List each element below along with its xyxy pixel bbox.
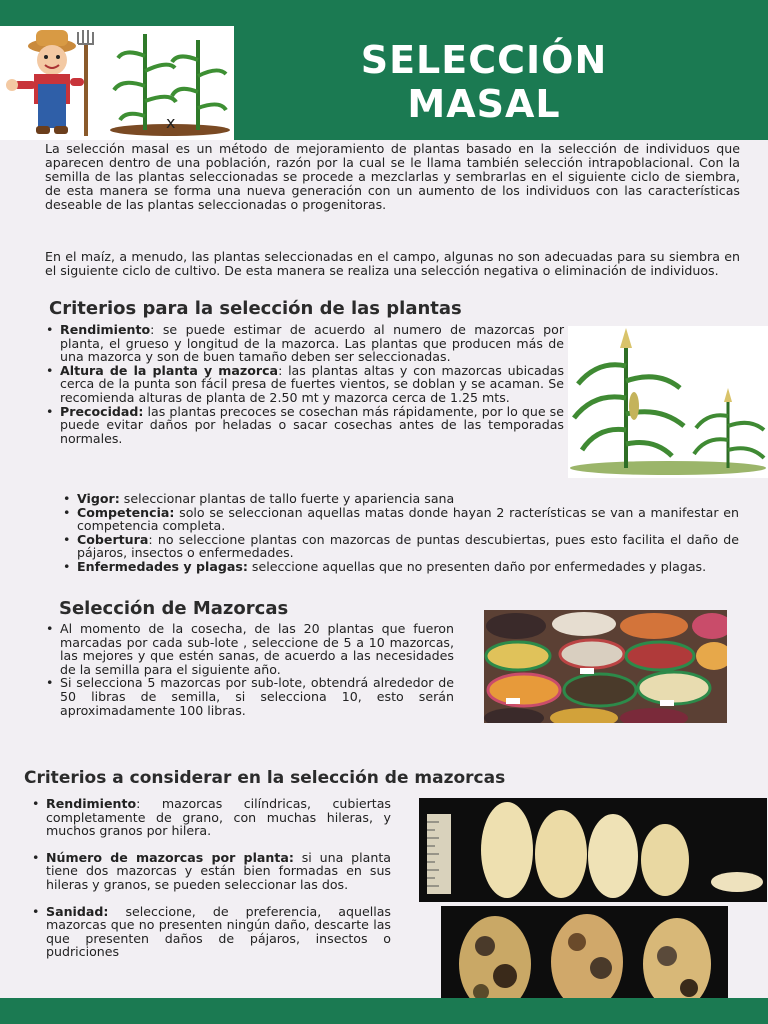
- corn-ears-icon: [419, 798, 767, 902]
- seleccion-mazorcas-list: [44, 622, 454, 717]
- corn-plant-icon: [110, 34, 230, 136]
- list-item: • Rendimiento: mazorcas cilíndricas, cubiertas completamente de grano, con muchas hileras, y muchos granos por hilera.: [30, 797, 391, 838]
- section-heading-criterios-mazorcas: Criterios a considerar en la selección de mazorcas: [24, 768, 506, 788]
- header-band: [0, 0, 768, 140]
- intro-paragraph-2: En el maíz, a menudo, las plantas seleccionadas en el campo, algunas no son adecuadas para su siembra en el siguiente ciclo de cultivo. De esta manera se realiza una selección negativa o eliminación de individuos.: [45, 249, 740, 278]
- list-item: • Si selecciona 5 mazorcas por sub-lote, obtendrá alrededor de 50 libras de semilla, si selecciona 10, esto serán aproximadamente 100 libras.: [44, 676, 454, 717]
- criterios-plantas-list-b: [61, 492, 739, 574]
- criterios-mazorcas-list: [30, 797, 391, 959]
- list-item: • Vigor: seleccionar plantas de tallo fuerte y apariencia sana: [61, 492, 739, 506]
- list-item: • Precocidad: las plantas precoces se cosechan más rápidamente, por lo que se puede evitar daños por heladas o sacar cosechas antes de las temporadas normales.: [44, 405, 564, 446]
- list-item: • Competencia: solo se seleccionan aquellas matas donde hayan 2 racterísticas se van a manifestar en competencia completa.: [61, 506, 739, 533]
- list-item: • Cobertura: no seleccione plantas con mazorcas de puntas descubiertas, pues esto facilita el daño de pájaros, insectos o enfermedades.: [61, 533, 739, 560]
- list-item: • Número de mazorcas por planta: si una planta tiene dos mazorcas y están bien formadas en sus hileras y granos, se pueden seleccionar las dos.: [30, 851, 391, 892]
- section-heading-seleccion-mazorcas: Selección de Mazorcas: [59, 598, 289, 619]
- page-title: SELECCIÓN MASAL: [360, 38, 608, 126]
- healthy-ears-photo: [419, 798, 767, 902]
- list-item: • Sanidad: seleccione, de preferencia, aquellas mazorcas que no presenten ningún daño, descarte las que presenten daños de pájaros, insectos o pudriciones: [30, 905, 391, 959]
- corn-market-photo: [484, 610, 727, 723]
- farmer-icon: [6, 30, 94, 136]
- list-item: • Altura de la planta y mazorca: las plantas altas y con mazorcas ubicadas cerca de la punta son fácil presa de fuertes vientos, se doblan y se acaman. Se recomienda alturas de planta de 2.50 mt y mazorca cerca de 1.25 mts.: [44, 364, 564, 405]
- corn-baskets-icon: [484, 610, 727, 723]
- criterios-plantas-list-a: [44, 323, 564, 445]
- list-item: • Enfermedades y plagas: seleccione aquellas que no presenten daño por enfermedades y plagas.: [61, 560, 739, 574]
- intro-paragraph-1: La selección masal es un método de mejoramiento de plantas basado en la selección de individuos que aparecen dentro de una población, razón por la cual se le llama también selección intrapoblacional. Con la semilla de las plantas seleccionadas se procede a mezclarlas y sembrarlas en el siguiente ciclo de siembra, de esta manera se forma una nueva generación con un aumento de los individuos con las características deseable de las plantas seleccionadas o progenitoras.: [45, 141, 740, 212]
- corn-plant-illustration: [568, 326, 768, 478]
- footer-band: [0, 998, 768, 1024]
- list-item: • Al momento de la cosecha, de las 20 plantas que fueron marcadas por cada sub-lote , seleccione de 5 a 10 mazorcas, las mejores y que estén sanas, de acuerdo a las necesidades de la semilla para el siguiente año.: [44, 622, 454, 676]
- header-illustration: [0, 26, 234, 140]
- svg-text:x: x: [166, 113, 176, 132]
- section-heading-criterios-plantas: Criterios para la selección de las plantas: [49, 298, 462, 319]
- list-item: • Rendimiento: se puede estimar de acuerdo al numero de mazorcas por planta, el grueso y longitud de la mazorca. Las plantas que producen más de una mazorca y son de buen tamaño deben ser seleccionadas.: [44, 323, 564, 364]
- corn-plant-icon: [568, 326, 768, 478]
